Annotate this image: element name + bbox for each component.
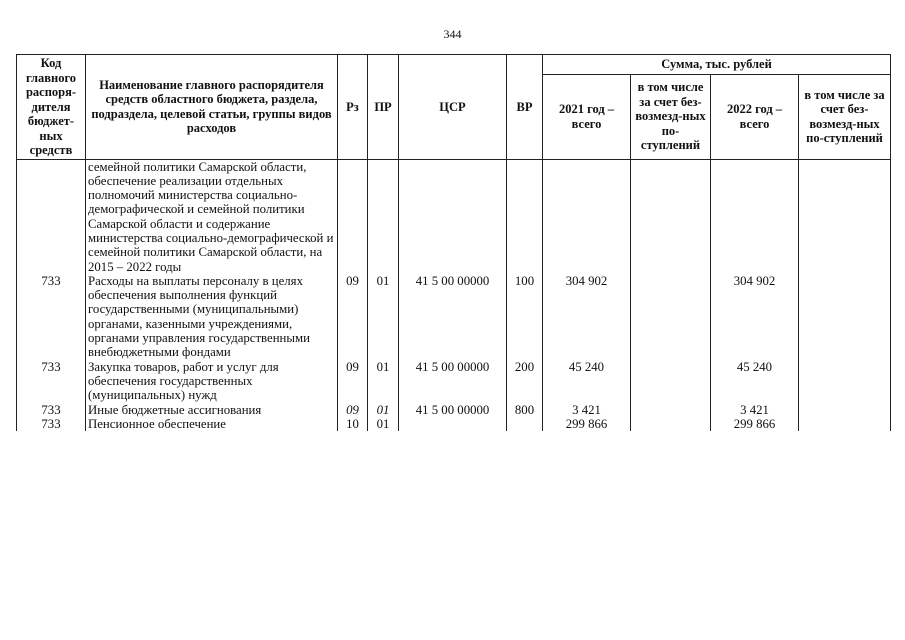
cell-sum-2022: 304 902 — [711, 274, 799, 360]
table-row — [17, 403, 891, 417]
cell-rz: 09 — [338, 403, 368, 417]
cell-rz: 10 — [338, 417, 368, 431]
header-pr: ПР — [368, 55, 399, 160]
cell-free-2021 — [631, 417, 711, 431]
cell-pr: 01 — [368, 360, 399, 403]
cell-csr: 41 5 00 00000 — [399, 403, 507, 417]
cell-free-2022 — [799, 274, 891, 360]
cell-sum-2021: 3 421 — [543, 403, 631, 417]
cell-vr: 200 — [507, 360, 543, 403]
table-row — [17, 274, 891, 360]
cell-name: Расходы на выплаты персоналу в целях обеспечения выполнения функций государственными (муниципальными) органами, казенными учреждениями, органами управления государственными внебюджетными фондами — [86, 274, 338, 360]
page-number: 344 — [443, 27, 462, 41]
cell-code: 733 — [17, 360, 86, 403]
cell-free-2022 — [799, 417, 891, 431]
cell-sum-2021: 45 240 — [543, 360, 631, 403]
cell-name: Иные бюджетные ассигнования — [86, 403, 338, 417]
cell-free-2021 — [631, 159, 711, 274]
table-row — [17, 417, 891, 431]
cell-vr: 800 — [507, 403, 543, 417]
cell-free-2022 — [799, 159, 891, 274]
table-row — [17, 159, 891, 274]
cell-sum-2022 — [711, 159, 799, 274]
table-row — [17, 360, 891, 403]
cell-sum-2021 — [543, 159, 631, 274]
header-2022-free: в том числе за счет без-возмезд-ных по-ступлений — [799, 74, 891, 159]
cell-free-2021 — [631, 403, 711, 417]
cell-name: семейной политики Самарской области, обеспечение реализации отдельных полномочий министерства социально-демографической и семейной политики Самарской области и содержание министерства социально-демографической и семейной политики Самарской области, на 2015 – 2022 годы — [86, 159, 338, 274]
cell-csr — [399, 417, 507, 431]
budget-table — [16, 54, 891, 431]
cell-rz: 09 — [338, 274, 368, 360]
header-2021-total: 2021 год – всего — [543, 74, 631, 159]
cell-pr: 01 — [368, 403, 399, 417]
cell-rz: 09 — [338, 360, 368, 403]
cell-code: 733 — [17, 274, 86, 360]
cell-sum-2021: 304 902 — [543, 274, 631, 360]
header-rz: Рз — [338, 55, 368, 160]
cell-pr — [368, 159, 399, 274]
cell-code: 733 — [17, 417, 86, 431]
cell-code — [17, 159, 86, 274]
header-vr: ВР — [507, 55, 543, 160]
cell-csr: 41 5 00 00000 — [399, 360, 507, 403]
cell-sum-2022: 3 421 — [711, 403, 799, 417]
cell-vr: 100 — [507, 274, 543, 360]
cell-vr — [507, 159, 543, 274]
header-sum: Сумма, тыс. рублей — [543, 55, 891, 75]
cell-name: Пенсионное обеспечение — [86, 417, 338, 431]
cell-csr: 41 5 00 00000 — [399, 274, 507, 360]
cell-sum-2022: 45 240 — [711, 360, 799, 403]
cell-sum-2021: 299 866 — [543, 417, 631, 431]
header-name: Наименование главного распорядителя средств областного бюджета, раздела, подраздела, целевой статьи, группы видов расходов — [86, 55, 338, 160]
header-2022-total: 2022 год – всего — [711, 74, 799, 159]
cell-free-2021 — [631, 274, 711, 360]
header-csr: ЦСР — [399, 55, 507, 160]
header-2021-free: в том числе за счет без-возмезд-ных по-ступлений — [631, 74, 711, 159]
cell-free-2021 — [631, 360, 711, 403]
cell-free-2022 — [799, 360, 891, 403]
cell-code: 733 — [17, 403, 86, 417]
cell-vr — [507, 417, 543, 431]
cell-rz — [338, 159, 368, 274]
cell-name: Закупка товаров, работ и услуг для обеспечения государственных (муниципальных) нужд — [86, 360, 338, 403]
cell-pr: 01 — [368, 274, 399, 360]
cell-free-2022 — [799, 403, 891, 417]
header-code: Код главного распоря-дителя бюджет-ных средств — [17, 55, 86, 160]
cell-csr — [399, 159, 507, 274]
cell-pr: 01 — [368, 417, 399, 431]
cell-sum-2022: 299 866 — [711, 417, 799, 431]
